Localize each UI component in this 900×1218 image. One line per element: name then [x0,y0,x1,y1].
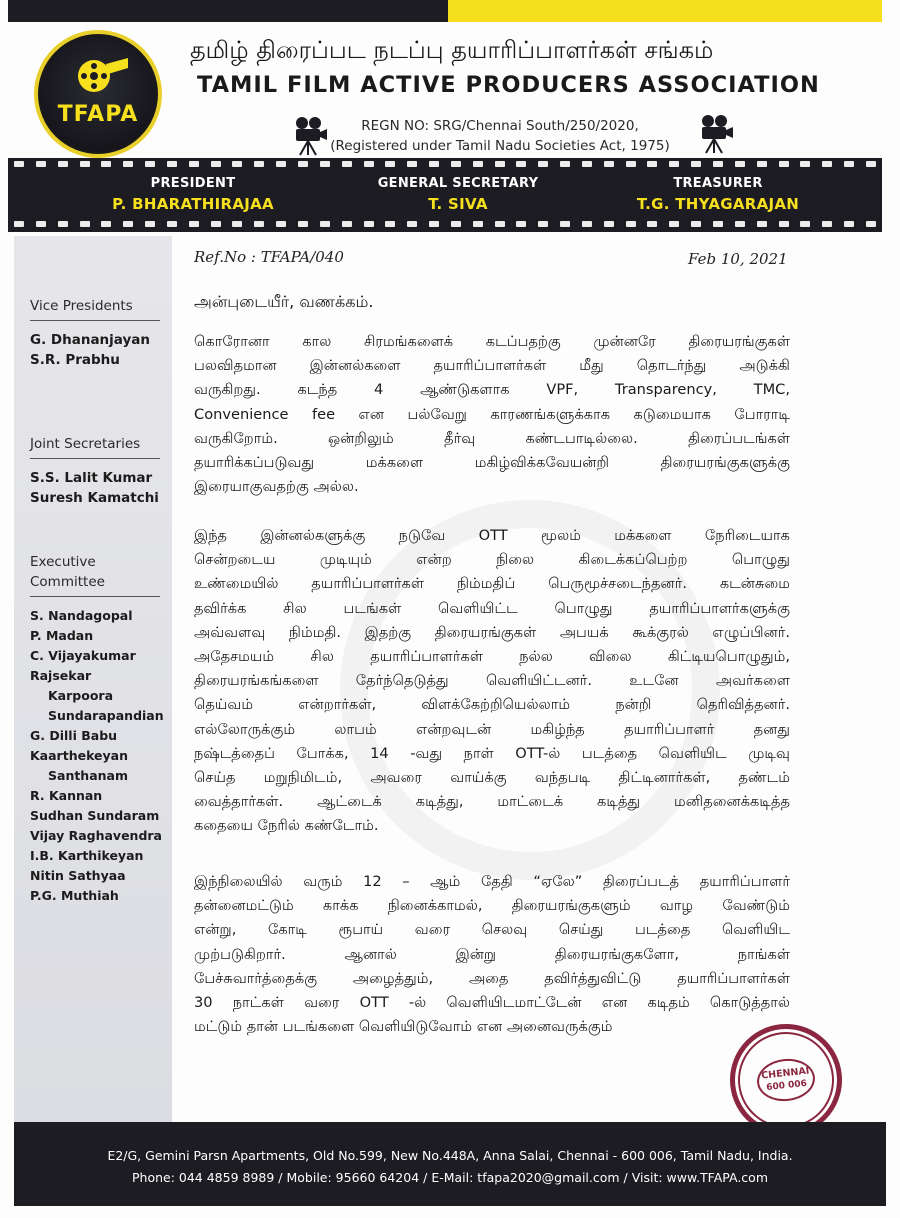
film-perforation [167,221,177,227]
film-perforation [604,161,614,167]
film-perforation [582,221,592,227]
officer-name: T.G. THYAGARAJAN [636,195,800,213]
committee-member-name: Karpoora [48,688,114,703]
paragraph-line: திரையரங்கங்களை தேர்ந்தெடுத்து வெளியிட்டனர். உடனே அவர்களை [194,672,790,690]
film-perforation [451,161,461,167]
film-perforation [58,221,68,227]
top-dark-bar [8,0,448,22]
film-perforation [691,161,701,167]
paragraph-line: இரையாகுவதற்கு அல்ல. [194,478,359,496]
film-perforation [36,161,46,167]
executive-committee-heading-line1: Executive [30,554,96,570]
film-perforation [669,161,679,167]
film-perforation [145,161,155,167]
film-perforation [757,161,767,167]
film-perforation [538,161,548,167]
film-perforation [407,221,417,227]
film-perforation [123,221,133,227]
film-perforation [822,161,832,167]
paragraph-line: அதேசமயம் சில தயாரிப்பாளர்கள் நல்ல விலை கிட்டியபொழுதும், [194,648,790,666]
film-perforation [866,161,876,167]
film-perforation [473,161,483,167]
film-perforation [276,161,286,167]
film-perforation [14,221,24,227]
film-perforation [320,221,330,227]
committee-member-name: R. Kannan [30,788,103,803]
film-perforation [211,221,221,227]
film-perforation [276,221,286,227]
committee-member-name: Sundarapandian [48,708,164,723]
officer-role: PRESIDENT [150,176,236,191]
paragraph-line: மட்டும் தான் படங்களை வெளியிடுவோம் என அனைவருக்கும் [194,1018,613,1036]
committee-member-name: Vijay Raghavendra [30,828,162,843]
film-perforation [516,221,526,227]
committee-member-name: P. Madan [30,628,94,643]
executive-committee-heading-line2: Committee [30,574,105,590]
committee-member-name: Sudhan Sundaram [30,808,160,823]
paragraph-line: தன்னைமட்டும் காக்க நினைக்காமல், திரையரங்குகளும் வாழ வேண்டும் [194,897,790,915]
paragraph-3 [194,870,790,1039]
film-perforation [232,161,242,167]
paragraph-line: செய்த மறுநிமிடம், அவரை வாய்க்கு வந்தபடி திட்டினார்கள், தண்டம் [194,769,790,787]
movie-camera-icon [698,114,734,154]
paragraph-line: அவ்வளவு நிம்மதி. இதற்கு திரையரங்குகள் அபயக் கூக்குரல் எழுப்பினர். [194,623,790,641]
film-perforation [123,161,133,167]
paragraph-2 [194,524,790,839]
paragraph-line: பேச்சுவார்த்தைக்கு அழைத்தும், அதை தவிர்த்துவிட்டு தயாரிப்பாளர்கள் [194,969,790,987]
film-perforation [866,221,876,227]
members-sidebar [14,236,172,1122]
movie-camera-icon [292,116,328,156]
film-perforation [342,221,352,227]
film-perforation [189,221,199,227]
association-title-tamil: தமிழ் திரைப்பட நடப்பு தயாரிப்பாளர்கள் சங்கம் [190,36,714,64]
film-perforation [167,161,177,167]
seal-city: CHENNAI [760,1065,810,1082]
film-perforation [429,221,439,227]
film-perforation [495,161,505,167]
seal-center [755,1056,817,1104]
film-reel-icon [74,54,130,96]
registration-number: REGN NO: SRG/Chennai South/250/2020, [361,118,639,134]
film-perforation [364,161,374,167]
letter-date: Feb 10, 2021 [688,250,788,268]
film-perforation [713,221,723,227]
film-perforation [320,161,330,167]
film-perforation [254,161,264,167]
film-perforation [800,161,810,167]
paragraph-line: சென்றடைய முடியும் என்ற நிலை கிடைக்கப்பெற்ற பொழுது [194,551,790,569]
paragraph-1 [194,330,790,499]
paragraph-line: வருகிறோம். ஒன்றிலும் தீர்வு கண்டபாடில்லை. திரைப்படங்கள் [194,429,790,447]
paragraph-line: இந்நிலையில் வரும் 12 – ஆம் தேதி “ஏலே” திரைப்படத் தயாரிப்பாளர் [194,873,790,890]
officer-role: TREASURER [673,176,763,191]
film-perforation [145,221,155,227]
joint-secretaries-heading: Joint Secretaries [30,436,141,452]
vice-presidents-heading: Vice Presidents [30,298,133,314]
committee-member-name: G. Dilli Babu [30,728,118,743]
film-perforation [757,221,767,227]
film-perforation [691,221,701,227]
officer-role: GENERAL SECRETARY [377,176,539,191]
vice-president-name: S.R. Prabhu [30,352,120,368]
film-perforation [735,221,745,227]
paragraph-line: வைத்தார்கள். ஆட்டைக் கடித்து, மாட்டைக் கடித்து மனிதனைக்கடித்த [194,793,790,811]
film-perforation [473,221,483,227]
film-perforation [14,161,24,167]
committee-member-name: S. Nandagopal [30,608,133,623]
film-perforation [385,221,395,227]
paragraph-line: இந்த இன்னல்களுக்கு நடுவே OTT மூலம் மக்களை நேரிடையாக [194,527,790,544]
paragraph-line: தயாரிக்கப்படுவது மக்களை மகிழ்விக்கவேயன்றி திரையரங்குகளுக்கு [194,454,790,472]
paragraph-line: வருகிறது. கடந்த 4 ஆண்டுகளாக VPF, Transparency, TMC, [194,381,790,399]
paragraph-line: கதையை நேரில் கண்டோம். [194,817,379,835]
committee-member-name: Rajsekar [30,668,92,683]
film-perforation [582,161,592,167]
paragraph-line: என்று, கோடி ரூபாய் வரை செலவு செய்து படத்தை வெளியிட [194,921,790,939]
officer-treasurer [608,176,828,213]
film-perforation [538,221,548,227]
paragraph-line: முற்படுகிறார். ஆனால் இன்று திரையரங்குகளோ, நாங்கள் [194,945,790,963]
film-perforation [560,161,570,167]
divider [30,596,160,597]
film-perforation [560,221,570,227]
joint-secretary-name: S.S. Lalit Kumar [30,470,153,486]
committee-member-name: Santhanam [48,768,129,783]
officer-general-secretary [348,176,568,213]
film-perforation [735,161,745,167]
officers-film-strip [8,158,882,232]
logo-acronym: TFAPA [57,102,139,127]
committee-member-name: I.B. Karthikeyan [30,848,144,863]
seal-pincode: 600 006 [765,1078,808,1094]
film-perforation [385,161,395,167]
film-perforations-top [8,161,882,169]
association-title-english: TAMIL FILM ACTIVE PRODUCERS ASSOCIATION [197,72,820,98]
film-perforation [451,221,461,227]
committee-member-name: P.G. Muthiah [30,888,119,903]
officer-name: T. SIVA [428,195,488,213]
film-perforation [516,161,526,167]
divider [30,458,160,459]
film-perforation [647,161,657,167]
film-perforation [211,161,221,167]
film-perforation [604,221,614,227]
committee-member-name: C. Vijayakumar [30,648,136,663]
paragraph-line: தவிர்க்க சில படங்கள் வெளியிட்ட பொழுது தயாரிப்பாளர்களுக்கு [194,599,790,617]
top-yellow-bar [448,0,882,22]
paragraph-line: கொரோனா கால சிரமங்களைக் கடப்பதற்கு முன்னரே திரையரங்குகள் [194,333,790,350]
film-perforation [429,161,439,167]
paragraph-line: Convenience fee என பல்வேறு காரணங்களுக்காக கடுமையாக போராடி [194,405,790,423]
film-perforation [779,221,789,227]
film-perforation [364,221,374,227]
film-perforation [844,221,854,227]
divider [30,320,160,321]
joint-secretary-name: Suresh Kamatchi [30,490,159,506]
film-perforation [844,161,854,167]
association-logo [34,30,162,158]
officer-president [88,176,298,213]
film-perforation [495,221,505,227]
registration-block [330,116,670,156]
reference-number: Ref.No : TFAPA/040 [194,248,344,266]
film-perforation [80,221,90,227]
committee-member-name: Nitin Sathyaa [30,868,126,883]
footer-address: E2/G, Gemini Parsn Apartments, Old No.599, New No.448A, Anna Salai, Chennai - 600 006, Tamil Nadu, India. [107,1148,793,1163]
footer-contact: Phone: 044 4859 8989 / Mobile: 95660 64204 / E-Mail: tfapa2020@gmail.com / Visit: www.TFAPA.com [131,1170,769,1185]
film-perforation [101,161,111,167]
paragraph-line: உண்மையில் தயாரிப்பாளர்கள் நிம்மதிப் பெருமூச்சடைந்தனர். கடன்சுமை [194,575,790,593]
film-perforation [298,161,308,167]
film-perforation [407,161,417,167]
film-perforation [36,221,46,227]
film-perforation [713,161,723,167]
film-perforation [626,221,636,227]
film-perforation [80,161,90,167]
paragraph-line: எல்லோருக்கும் லாபம் என்றவுடன் மகிழ்ந்த தயாரிப்பாளர் தனது [194,720,790,738]
paragraph-line: 30 நாட்கள் வரை OTT -ல் வெளியிடமாட்டேன் என கடிதம் கொடுத்தால் [194,994,790,1012]
film-perforation [298,221,308,227]
paragraph-line: பலவிதமான இன்னல்களை தயாரிப்பாளர்கள் மீது தொடர்ந்து அடுக்கி [194,357,790,375]
film-perforation [189,161,199,167]
film-perforation [779,161,789,167]
film-perforation [101,221,111,227]
film-perforation [800,221,810,227]
film-perforation [342,161,352,167]
officer-name: P. BHARATHIRAJAA [112,195,274,213]
film-perforation [626,161,636,167]
film-perforation [58,161,68,167]
registration-act: (Registered under Tamil Nadu Societies Act, 1975) [330,138,670,154]
film-perforation [647,221,657,227]
salutation: அன்புடையீர், வணக்கம். [194,292,374,311]
footer-bar [14,1122,886,1206]
film-perforation [254,221,264,227]
vice-president-name: G. Dhananjayan [30,332,151,348]
film-perforation [232,221,242,227]
paragraph-line: தெய்வம் என்றார்கள், விளக்கேற்றியெல்லாம் நன்றி தெரிவித்தனர். [194,696,790,714]
film-perforation [669,221,679,227]
film-perforations-bottom [8,221,882,229]
committee-member-name: Kaarthekeyan [30,748,129,763]
paragraph-line: நஷ்டத்தைப் போக்க, 14 -வது நாள் OTT-ல் படத்தை வெளியிட முடிவு [194,744,790,762]
film-perforation [822,221,832,227]
